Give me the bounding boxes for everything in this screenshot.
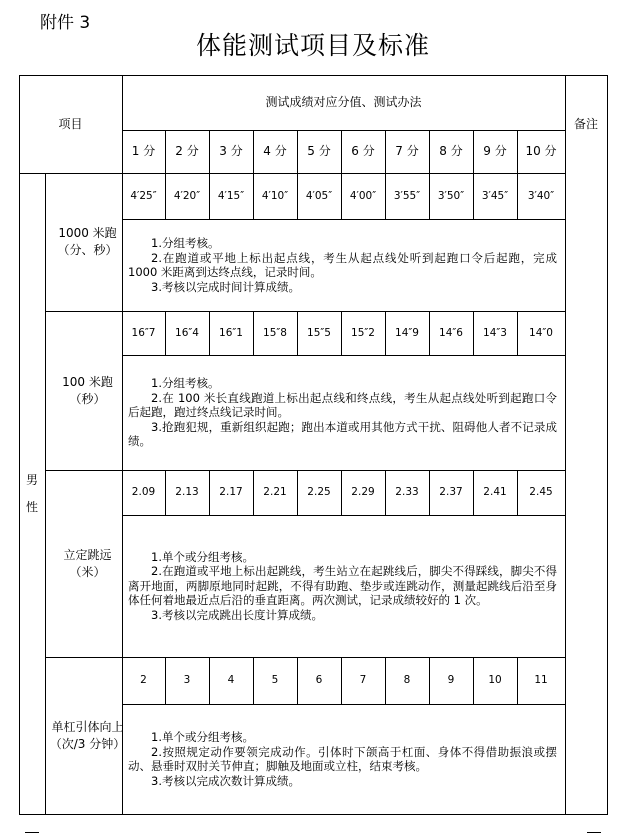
- score-value: [341, 470, 385, 515]
- score-value: [122, 657, 165, 704]
- score-value-text: 14″3: [483, 326, 507, 339]
- point-header-text: 5 分: [307, 144, 331, 159]
- remark-header-text: 备注: [573, 116, 598, 131]
- gender-label: [19, 173, 45, 814]
- test-item-name: [45, 470, 130, 657]
- attachment-label: 附件 3: [40, 13, 91, 33]
- test-item-name: [45, 173, 130, 311]
- test-item-name-text: 单杠引体向上（次/3 分钟）: [49, 719, 126, 751]
- table-border-bottom: [19, 814, 608, 815]
- score-value: [165, 657, 209, 704]
- score-value-text: 4′00″: [349, 189, 377, 202]
- score-value-text: 14″0: [529, 326, 553, 339]
- score-value: [165, 470, 209, 515]
- point-header-text: 7 分: [395, 144, 419, 159]
- score-value: [253, 470, 297, 515]
- method-step: 2.在跑道或平地上标出起跳线，考生站立在起跳线后，脚尖不得踩线，脚尖不得离开地面，两脚原地同时起跳，不得有助跑、垫步或连跳动作，测量起跳线后沿至身体任何着地最近点后沿的垂直距离。两次测试，记录成绩较好的 1 次。: [128, 564, 557, 608]
- gender-label-text: 男 性: [25, 473, 38, 514]
- score-value-text: 8: [403, 674, 411, 687]
- score-value-text: 2.13: [175, 486, 199, 499]
- test-method: [128, 704, 557, 814]
- score-value-text: 2.29: [351, 486, 375, 499]
- score-value-text: 2.21: [263, 486, 287, 499]
- score-value: [297, 470, 341, 515]
- scoring-header-text: 测试成绩对应分值、测试办法: [265, 95, 422, 110]
- score-value-text: 15″8: [263, 326, 287, 339]
- method-step: 1.分组考核。: [151, 376, 220, 391]
- score-value-text: 5: [271, 674, 279, 687]
- test-item-name: [45, 657, 130, 814]
- point-header: [517, 130, 565, 173]
- point-header-text: 8 分: [439, 144, 463, 159]
- score-value: [385, 470, 429, 515]
- score-value-text: 14″9: [395, 326, 419, 339]
- score-value-text: 4′10″: [261, 189, 289, 202]
- score-value: [341, 173, 385, 219]
- score-value: [253, 657, 297, 704]
- method-step: 3.抢跑犯规，重新组织起跑；跑出本道或用其他方式干扰、阻碍他人者不记录成绩。: [128, 419, 557, 449]
- score-value-text: 15″5: [307, 326, 331, 339]
- score-value: [253, 311, 297, 355]
- point-header-text: 10 分: [525, 144, 557, 159]
- score-value: [209, 470, 253, 515]
- test-item-name-text: 100 米跑 （秒）: [62, 374, 113, 406]
- point-header-text: 4 分: [263, 144, 287, 159]
- point-header-text: 3 分: [219, 144, 243, 159]
- score-value: [341, 311, 385, 355]
- score-value-text: 4′05″: [305, 189, 333, 202]
- method-step: 3.考核以完成时间计算成绩。: [151, 279, 300, 294]
- score-value: [209, 311, 253, 355]
- score-value-text: 2.17: [219, 486, 243, 499]
- point-header: [429, 130, 473, 173]
- score-value-text: 7: [359, 674, 367, 687]
- method-step: 2.在跑道或平地上标出起点线，考生从起点线处听到起跑口令后起跑，完成 1000 米距离到达终点线，记录时间。: [128, 250, 557, 279]
- score-value: [473, 470, 517, 515]
- score-value: [429, 657, 473, 704]
- score-value-text: 4: [227, 674, 235, 687]
- score-value-text: 2.45: [529, 486, 553, 499]
- score-value-text: 2.25: [307, 486, 331, 499]
- item-header: [19, 75, 122, 173]
- method-step: 3.考核以完成次数计算成绩。: [151, 773, 300, 788]
- point-header: [473, 130, 517, 173]
- score-value-text: 2.33: [395, 486, 419, 499]
- score-value-text: 10: [488, 674, 502, 687]
- score-value-text: 3′55″: [393, 189, 421, 202]
- point-header: [253, 130, 297, 173]
- page-title: 体能测试项目及标准: [195, 31, 430, 60]
- score-value: [165, 173, 209, 219]
- page-corner-mark: [587, 832, 601, 833]
- test-method: [128, 515, 557, 657]
- score-value: [165, 311, 209, 355]
- method-step: 2.在 100 米长直线跑道上标出起点线和终点线，考生从起点线处听到起跑口令后起跑，跑过终点线记录时间。: [128, 390, 557, 420]
- item-header-text: 项目: [58, 116, 83, 131]
- score-value-text: 2.41: [483, 486, 507, 499]
- test-item-name: [45, 311, 130, 470]
- test-method: [128, 219, 557, 311]
- score-value: [122, 470, 165, 515]
- point-header-text: 6 分: [351, 144, 375, 159]
- method-step: 1.单个或分组考核。: [151, 549, 254, 564]
- score-value: [385, 657, 429, 704]
- score-value: [253, 173, 297, 219]
- score-value: [473, 173, 517, 219]
- point-header-text: 9 分: [483, 144, 507, 159]
- point-header: [122, 130, 165, 173]
- score-value-text: 3: [183, 674, 191, 687]
- score-value-text: 6: [315, 674, 323, 687]
- score-value-text: 9: [447, 674, 455, 687]
- score-value-text: 3′50″: [437, 189, 465, 202]
- point-header-text: 2 分: [175, 144, 199, 159]
- score-value-text: 4′20″: [173, 189, 201, 202]
- score-value: [473, 657, 517, 704]
- score-value-text: 3′45″: [481, 189, 509, 202]
- score-value: [209, 173, 253, 219]
- point-header: [385, 130, 429, 173]
- score-value-text: 16″4: [175, 326, 199, 339]
- score-value-text: 15″2: [351, 326, 375, 339]
- method-step: 1.单个或分组考核。: [151, 730, 254, 744]
- point-header: [297, 130, 341, 173]
- score-value: [517, 311, 565, 355]
- test-item-name-text: 1000 米跑 （分、秒）: [57, 226, 118, 257]
- score-value: [341, 657, 385, 704]
- score-value-text: 11: [534, 674, 548, 687]
- score-value: [429, 311, 473, 355]
- score-value: [517, 657, 565, 704]
- score-value: [473, 311, 517, 355]
- score-value: [385, 311, 429, 355]
- score-value: [297, 657, 341, 704]
- score-value: [517, 470, 565, 515]
- score-value-text: 3′40″: [527, 189, 555, 202]
- score-value-text: 2.37: [439, 486, 463, 499]
- score-value: [122, 311, 165, 355]
- table-rule: [565, 75, 566, 814]
- score-value: [429, 470, 473, 515]
- method-step: 1.分组考核。: [151, 236, 220, 250]
- remark-header: [565, 75, 607, 173]
- point-header: [165, 130, 209, 173]
- score-value: [209, 657, 253, 704]
- page-corner-mark: [25, 832, 39, 833]
- test-method: [128, 355, 557, 470]
- score-value: [385, 173, 429, 219]
- score-value-text: 16″1: [219, 326, 243, 339]
- score-value-text: 2: [140, 674, 147, 687]
- point-header: [341, 130, 385, 173]
- test-item-name-text: 立定跳远 （米）: [63, 547, 112, 579]
- score-value-text: 4′25″: [130, 189, 157, 202]
- score-value-text: 4′15″: [217, 189, 245, 202]
- score-value-text: 16″7: [131, 326, 156, 339]
- score-value-text: 2.09: [131, 486, 156, 499]
- score-value: [297, 311, 341, 355]
- point-header-text: 1 分: [131, 144, 156, 159]
- score-value: [429, 173, 473, 219]
- method-step: 3.考核以完成跳出长度计算成绩。: [151, 607, 323, 622]
- method-step: 2.按照规定动作要领完成动作。引体时下颌高于杠面、身体不得借助振浪或摆动、悬垂时双肘关节伸直；脚触及地面或立柱，结束考核。: [128, 744, 557, 773]
- score-value: [122, 173, 165, 219]
- score-value: [297, 173, 341, 219]
- table-border-right: [607, 75, 608, 815]
- point-header: [209, 130, 253, 173]
- score-value-text: 14″6: [439, 326, 463, 339]
- scoring-header: [122, 75, 565, 130]
- score-value: [517, 173, 565, 219]
